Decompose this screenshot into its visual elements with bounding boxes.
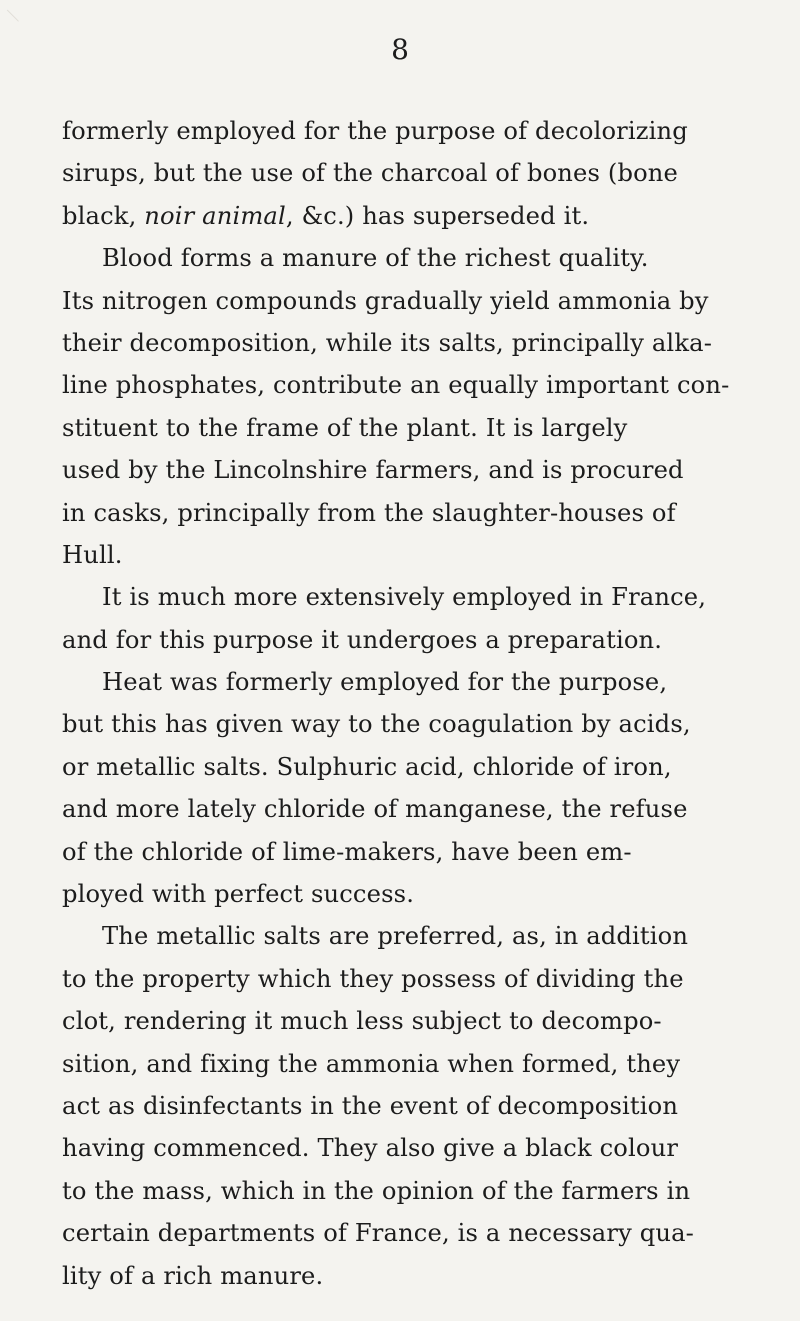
text-line: ployed with perfect success.	[62, 880, 415, 909]
text-line: to the mass, which in the opinion of the farmers in	[62, 1176, 691, 1205]
text-line: act as disinfectants in the event of decomposition	[62, 1091, 679, 1120]
text-line: The metallic salts are preferred, as, in addition	[102, 922, 689, 951]
text-line: Hull.	[62, 540, 123, 569]
text-line: in casks, principally from the slaughter-houses of	[62, 498, 676, 527]
italic-phrase: noir animal	[144, 201, 286, 230]
text-line: but this has given way to the coagulation by acids,	[62, 710, 691, 739]
text-line: Blood forms a manure of the richest quality.	[102, 244, 649, 273]
text-line: sirups, but the use of the charcoal of bones (bone	[62, 159, 679, 188]
text-line: formerly employed for the purpose of decolorizing	[62, 117, 688, 145]
text-line	[62, 195, 752, 237]
text-segment: black,	[62, 201, 145, 230]
text-line: Heat was formerly employed for the purpose,	[102, 668, 668, 697]
text-line: and more lately chloride of manganese, the refuse	[62, 795, 688, 824]
text-line: certain departments of France, is a necessary qua-	[62, 1219, 694, 1248]
corner-fold-mark	[7, 0, 30, 22]
text-segment: , &c.) has superseded it.	[285, 201, 590, 230]
text-line: or metallic salts. Sulphuric acid, chloride of iron,	[62, 752, 672, 781]
text-line: of the chloride of lime-makers, have been em-	[62, 837, 632, 866]
body-text	[62, 110, 752, 1297]
text-line: It is much more extensively employed in France,	[102, 583, 707, 612]
text-line: to the property which they possess of dividing the	[62, 964, 684, 993]
text-line: stituent to the frame of the plant. It is largely	[62, 413, 628, 442]
text-line: clot, rendering it much less subject to decompo-	[62, 1007, 662, 1036]
text-line: sition, and fixing the ammonia when formed, they	[62, 1049, 681, 1078]
text-line: line phosphates, contribute an equally important con-	[62, 371, 730, 400]
text-line: Its nitrogen compounds gradually yield ammonia by	[62, 286, 709, 315]
text-line: and for this purpose it undergoes a preparation.	[62, 625, 663, 654]
text-line: their decomposition, while its salts, principally alka-	[62, 328, 713, 357]
text-line: lity of a rich manure.	[62, 1261, 324, 1290]
page-number: 8	[391, 33, 409, 66]
text-line: used by the Lincolnshire farmers, and is procured	[62, 456, 684, 485]
text-line: having commenced. They also give a black colour	[62, 1134, 679, 1163]
